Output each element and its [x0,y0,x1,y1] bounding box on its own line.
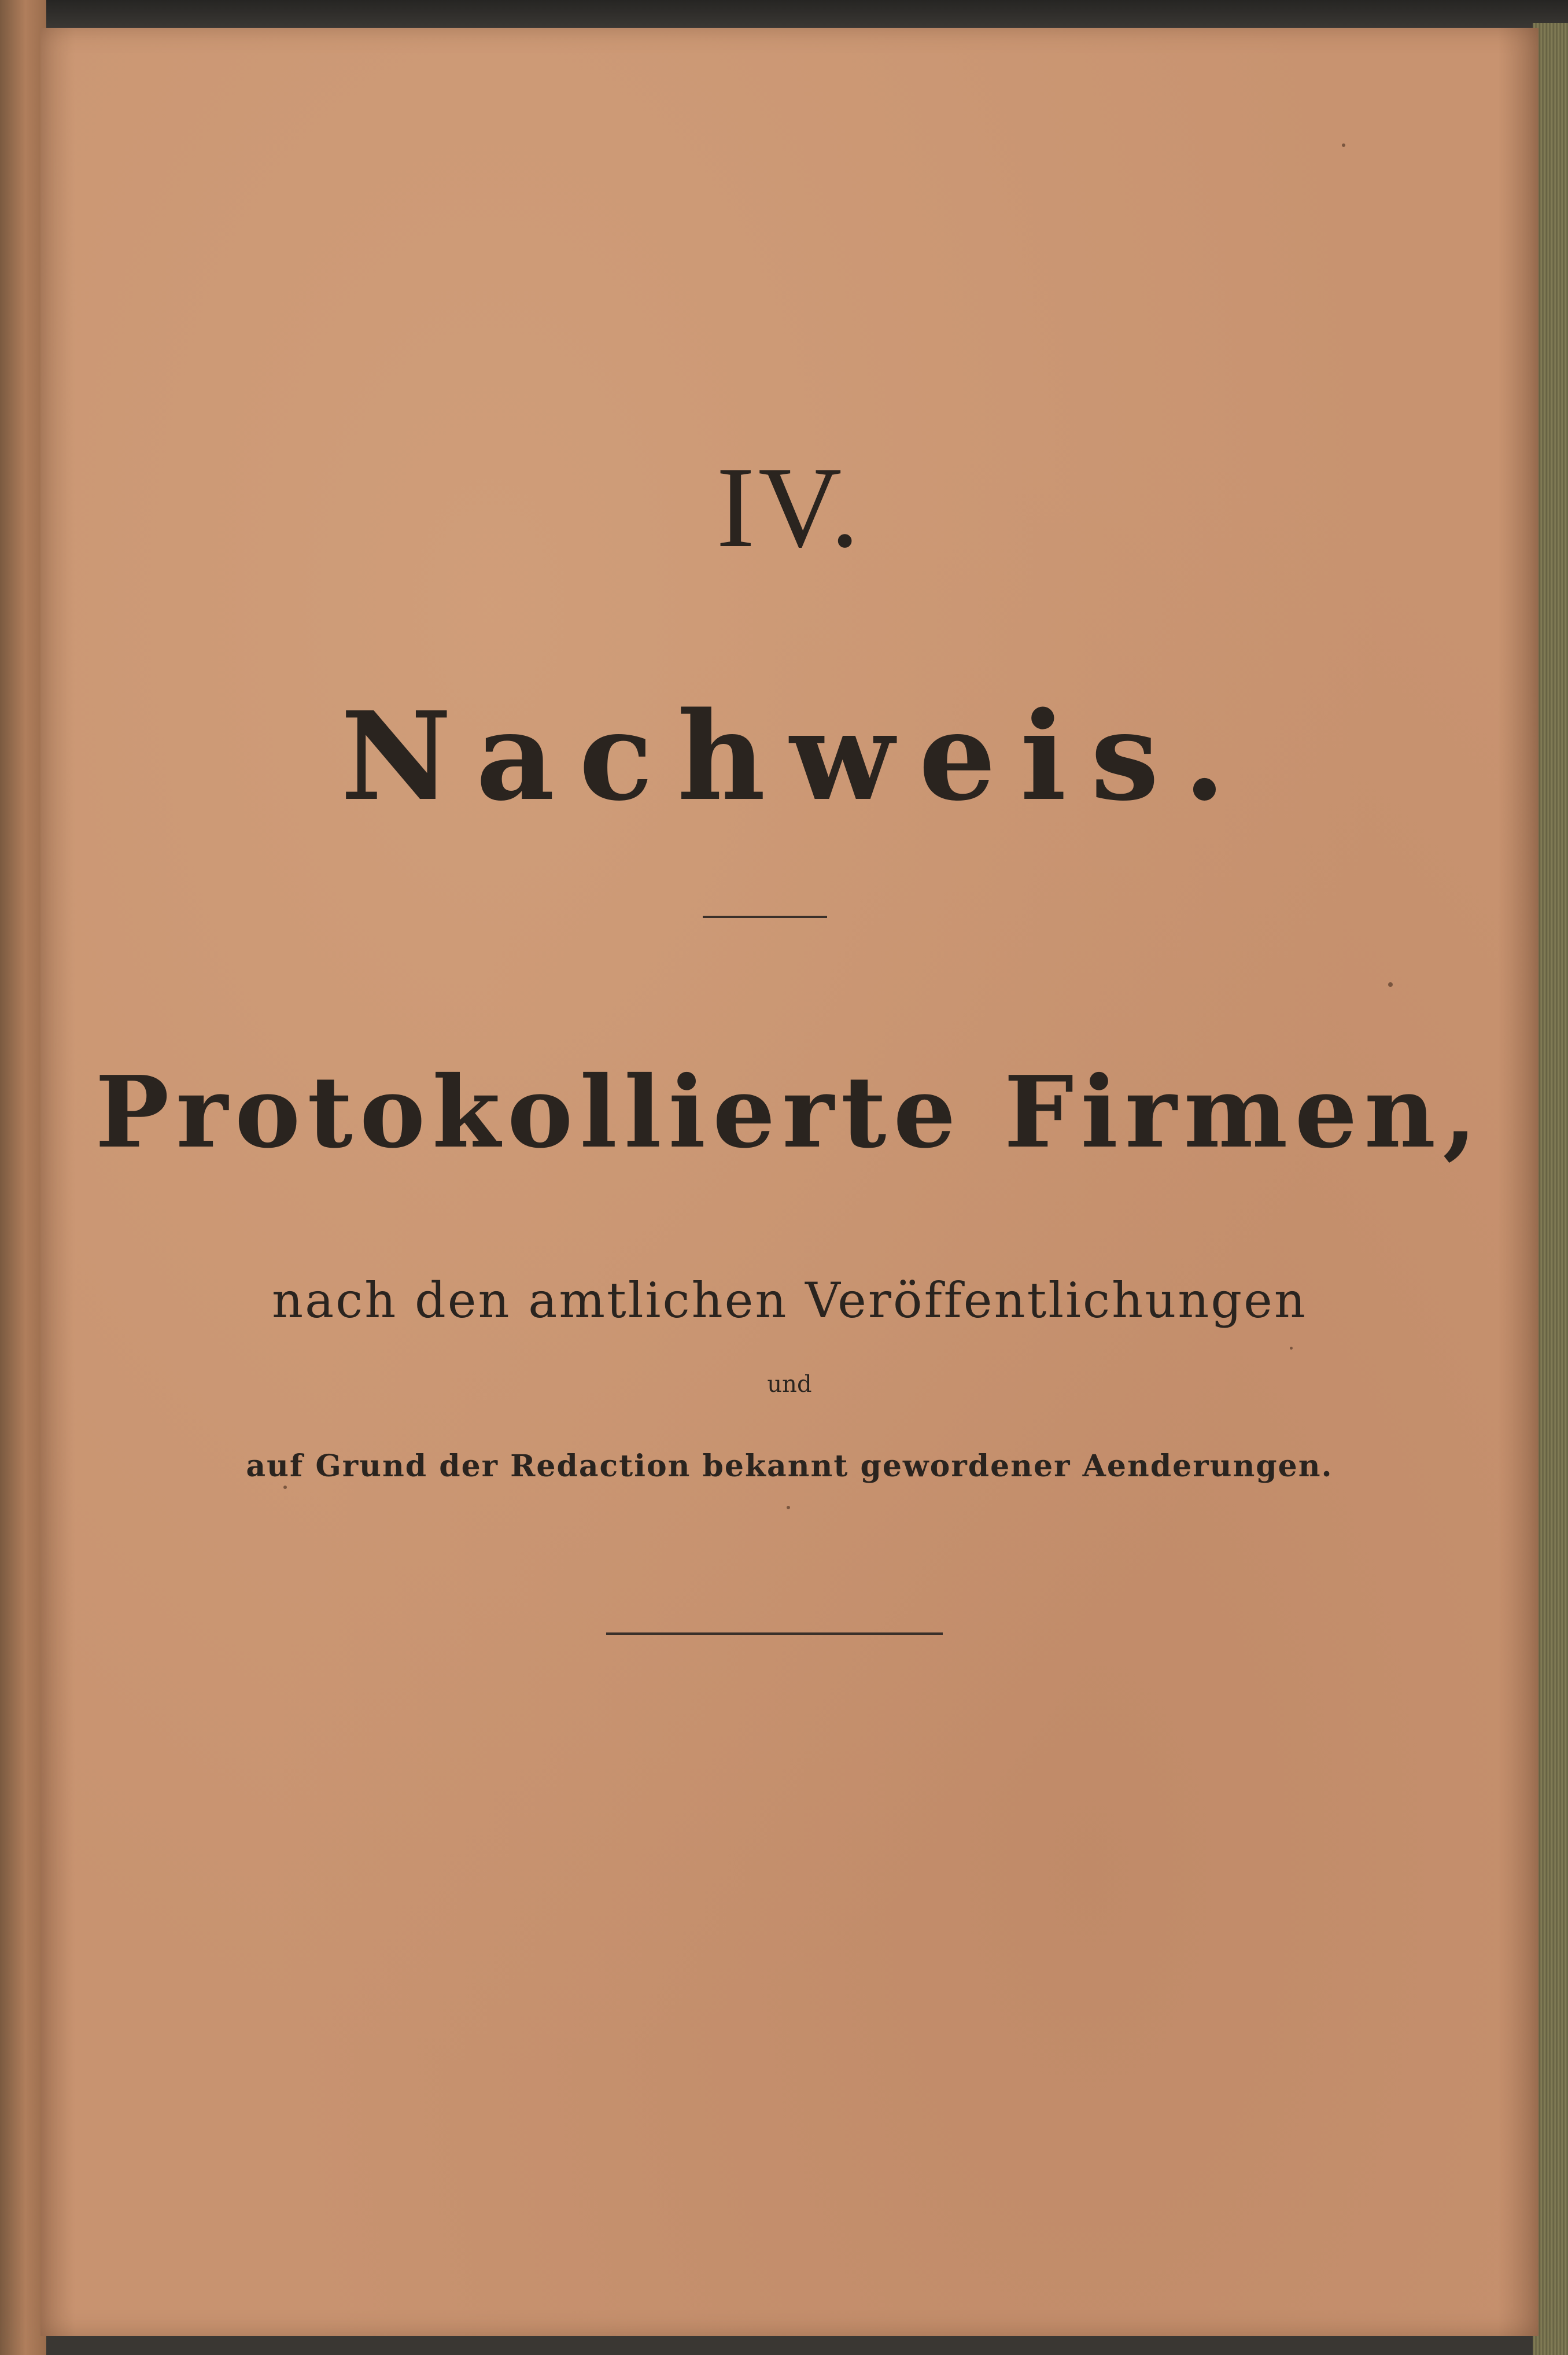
scan-top-border [0,0,1568,32]
short-divider-rule [703,916,827,918]
title-page [40,28,1539,2336]
conjunction-line: und [767,1371,812,1398]
section-numeral: IV. [716,444,863,572]
section-subtitle: nach den amtlichen Veröffentlichungen [272,1272,1307,1329]
paper-speck [1342,143,1345,147]
paper-speck [1388,982,1393,987]
section-title: Protokollierte Firmen, [95,1055,1484,1170]
long-divider-rule [606,1632,943,1635]
paper-speck [283,1486,287,1489]
section-heading: Nachweis. [340,685,1250,828]
paper-speck [787,1506,790,1509]
basis-line: auf Grund der Redaction bekannt gewordener Aenderungen. [246,1449,1333,1484]
title-block [40,28,1539,2336]
paper-speck [1290,1347,1293,1350]
binding-edge [0,0,46,2355]
